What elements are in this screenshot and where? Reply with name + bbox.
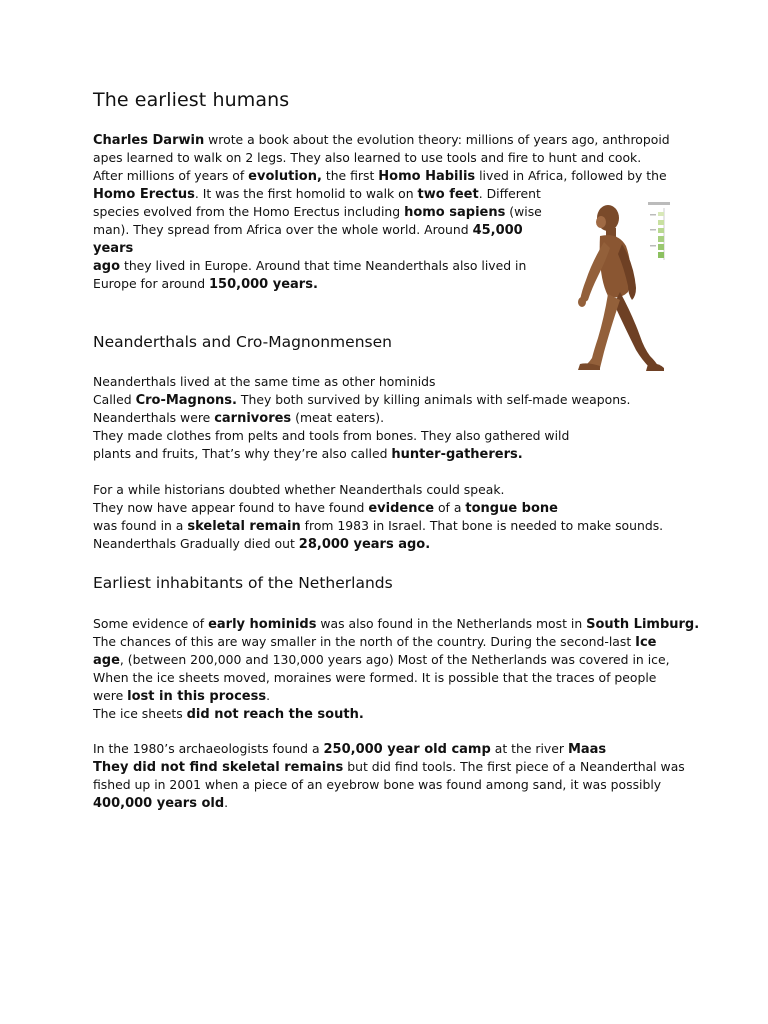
- s3p2-line-3: fished up in 2001 when a piece of an eyebrow bone was found among sand, it was possibly: [93, 777, 662, 792]
- bold-400000-years-old: 400,000 years old: [93, 796, 225, 811]
- text-segment: Europe for around: [93, 276, 209, 291]
- netherlands-paragraph-1: [93, 615, 699, 723]
- s2p2-line-2: [93, 499, 663, 517]
- bold-tongue-bone: tongue bone: [465, 501, 558, 516]
- text-segment: .: [224, 795, 229, 810]
- s3p1-line-1: [93, 615, 699, 633]
- bold-evidence: evidence: [368, 501, 435, 516]
- bold-hunter-gatherers: hunter-gatherers.: [391, 447, 523, 462]
- s2p1-line-4: They made clothes from pelts and tools from bones. They also gathered wild: [93, 428, 570, 443]
- bold-homo-erectus: Homo Erectus: [93, 187, 195, 202]
- section-heading-netherlands: Earliest inhabitants of the Netherlands: [93, 574, 393, 592]
- s3p2-line-1: [93, 740, 685, 758]
- s2p2-line-1: For a while historians doubted whether Neanderthals could speak.: [93, 482, 505, 497]
- neanderthals-paragraph-2: [93, 481, 663, 553]
- s3p1-line-2: [93, 633, 699, 651]
- s2p1-line-5: [93, 445, 630, 463]
- section-heading-neanderthals: Neanderthals and Cro-Magnonmensen: [93, 333, 392, 351]
- intro-line-1: [93, 131, 670, 149]
- bold-45000: 45,000: [472, 223, 523, 238]
- text-segment: species evolved from the Homo Erectus including: [93, 204, 405, 219]
- bold-homo-sapiens: homo sapiens: [404, 205, 506, 220]
- bold-carnivores: carnivores: [214, 411, 292, 426]
- text-segment: man). They spread from Africa over the whole world. Around: [93, 222, 473, 237]
- text-segment: they lived in Europe. Around that time Neanderthals also lived in: [120, 258, 527, 273]
- text-segment: They both survived by killing animals with self-made weapons.: [236, 392, 631, 407]
- bold-homo-habilis: Homo Habilis: [378, 169, 476, 184]
- s3p1-line-6: [93, 705, 699, 723]
- text-segment: were: [93, 688, 128, 703]
- s2p1-line-2: [93, 391, 630, 409]
- neanderthals-paragraph-1: [93, 373, 630, 463]
- intro-line-3: [93, 167, 670, 185]
- bold-ice: Ice: [635, 635, 657, 650]
- s2p1-line-1: Neanderthals lived at the same time as other hominids: [93, 374, 436, 389]
- s3p1-line-4: When the ice sheets moved, moraines were formed. It is possible that the traces of people: [93, 670, 657, 685]
- text-segment: the first: [321, 168, 379, 183]
- text-segment: The ice sheets: [93, 706, 187, 721]
- s3p1-line-5: [93, 687, 699, 705]
- s3p2-line-4: [93, 794, 685, 812]
- bold-did-not-reach-the-south: did not reach the south.: [186, 707, 364, 722]
- text-segment: wrote a book about the evolution theory: millions of years ago, anthropoid: [204, 132, 670, 147]
- text-segment: , (between 200,000 and 130,000 years ago) Most of the Netherlands was covered in ice,: [119, 652, 670, 667]
- bold-two-feet: two feet: [417, 187, 479, 202]
- bold-skeletal-remain: skeletal remain: [187, 519, 301, 534]
- text-segment: . It was the first homolid to walk on: [194, 186, 418, 201]
- text-segment: at the river: [490, 741, 568, 756]
- text-segment: (meat eaters).: [291, 410, 385, 425]
- hominid-illustration: [570, 196, 680, 374]
- text-segment: but did find tools. The first piece of a Neanderthal was: [343, 759, 685, 774]
- text-segment: (wise: [505, 204, 542, 219]
- text-segment: from 1983 in Israel. That bone is needed to make sounds.: [300, 518, 664, 533]
- text-segment: The chances of this are way smaller in the north of the country. During the second-last: [93, 634, 636, 649]
- bold-south-limburg: South Limburg.: [586, 617, 700, 632]
- bold-no-skeletal-remains: They did not find skeletal remains: [93, 760, 344, 775]
- text-segment: In the 1980’s archaeologists found a: [93, 741, 324, 756]
- timeline-chart-icon: [648, 202, 670, 260]
- bold-age: age: [93, 653, 120, 668]
- text-segment: After millions of years of: [93, 168, 249, 183]
- bold-ago: ago: [93, 259, 121, 274]
- s3p2-line-2: [93, 758, 685, 776]
- bold-cro-magnons: Cro-Magnons.: [135, 393, 237, 408]
- text-segment: lived in Africa, followed by the: [475, 168, 667, 183]
- bold-maas: Maas: [567, 742, 607, 757]
- text-segment: .: [266, 688, 271, 703]
- bold-evolution: evolution,: [248, 169, 322, 184]
- text-segment: plants and fruits, That’s why they’re also called: [93, 446, 392, 461]
- text-segment: was found in a: [93, 518, 188, 533]
- text-segment: Some evidence of: [93, 616, 209, 631]
- s2p2-line-3: [93, 517, 663, 535]
- bold-early-hominids: early hominids: [208, 617, 317, 632]
- s2p2-line-4: [93, 535, 663, 553]
- bold-charles-darwin: Charles Darwin: [93, 133, 205, 148]
- netherlands-paragraph-2: [93, 740, 685, 812]
- bold-lost-in-this-process: lost in this process: [127, 689, 267, 704]
- text-segment: of a: [434, 500, 466, 515]
- s2p1-line-3: [93, 409, 630, 427]
- text-segment: . Different: [478, 186, 541, 201]
- bold-years: years: [93, 241, 134, 256]
- page-title: The earliest humans: [93, 89, 290, 111]
- text-segment: Neanderthals Gradually died out: [93, 536, 299, 551]
- text-segment: Called: [93, 392, 136, 407]
- bold-250000-year-old-camp: 250,000 year old camp: [323, 742, 491, 757]
- text-segment: Neanderthals were: [93, 410, 215, 425]
- bold-28000-years-ago: 28,000 years ago.: [298, 537, 431, 552]
- s3p1-line-3: [93, 651, 699, 669]
- text-segment: They now have appear found to have found: [93, 500, 369, 515]
- intro-line-2: apes learned to walk on 2 legs. They also learned to use tools and fire to hunt and cook.: [93, 150, 642, 165]
- text-segment: was also found in the Netherlands most in: [316, 616, 587, 631]
- bold-150000-years: 150,000 years.: [209, 277, 318, 292]
